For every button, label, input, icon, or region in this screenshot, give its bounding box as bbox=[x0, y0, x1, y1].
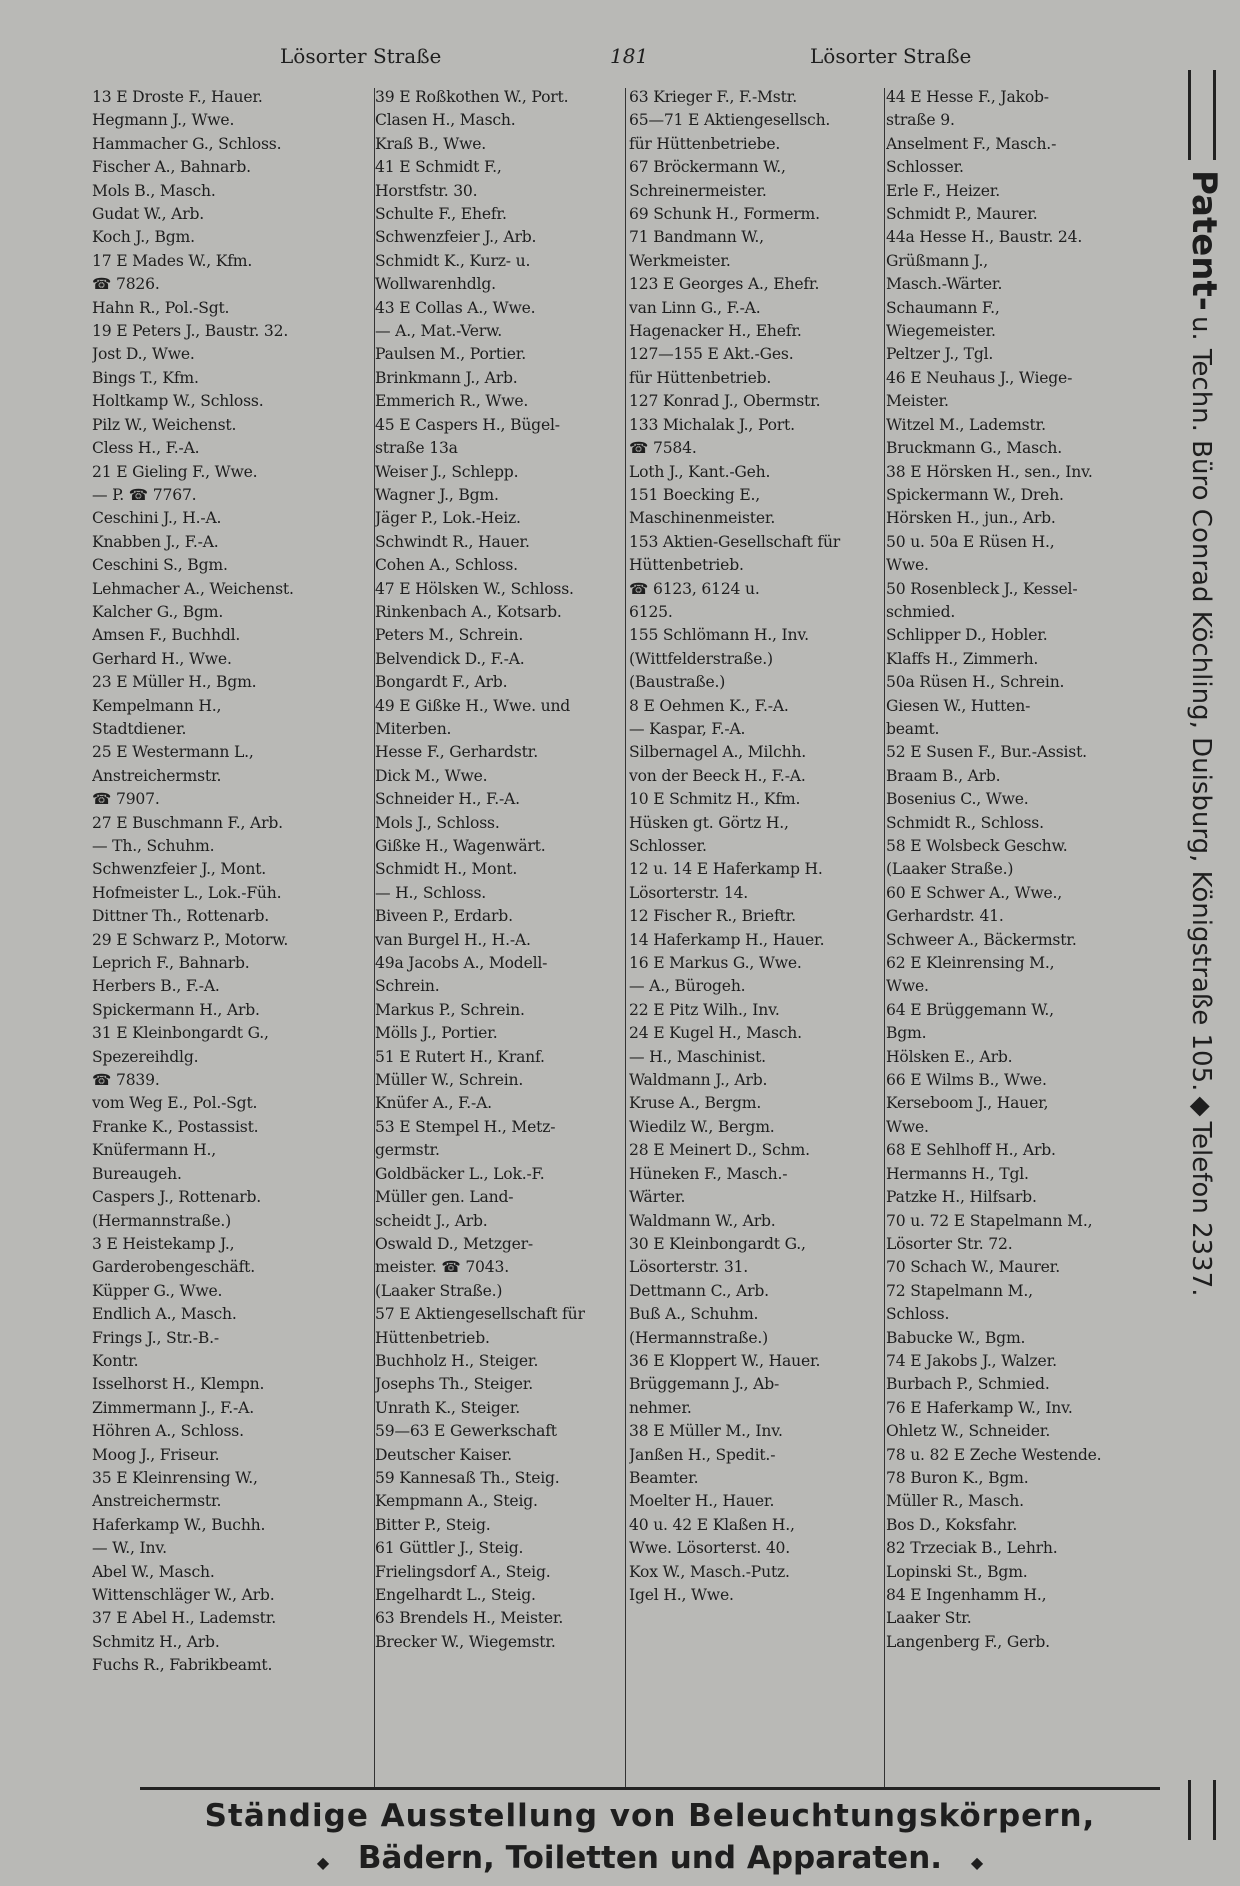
directory-entry: 24 E Kugel H., Masch. bbox=[629, 1024, 802, 1043]
directory-entry: Wwe. bbox=[886, 556, 929, 575]
directory-entry: Wiedilz W., Bergm. bbox=[629, 1117, 775, 1136]
directory-entry: 16 E Markus G., Wwe. bbox=[629, 954, 802, 973]
directory-entry: Hammacher G., Schloss. bbox=[92, 134, 282, 153]
directory-entry: Ceschini J., H.-A. bbox=[92, 509, 222, 528]
directory-entry: Patzke H., Hilfsarb. bbox=[886, 1188, 1037, 1207]
footer-advertisement bbox=[140, 1796, 1160, 1885]
directory-column-4 bbox=[886, 86, 1152, 1786]
directory-entry: Schrein. bbox=[375, 977, 440, 996]
directory-entry: Weiser J., Schlepp. bbox=[375, 462, 519, 481]
directory-entry: Grüßmann J., bbox=[886, 251, 989, 270]
directory-entry: 70 u. 72 E Stapelmann M., bbox=[886, 1211, 1093, 1230]
directory-entry: für Hüttenbetriebe. bbox=[629, 134, 781, 153]
directory-entry: Wärter. bbox=[629, 1188, 686, 1207]
directory-entry: 44 E Hesse F., Jakob- bbox=[886, 88, 1049, 106]
directory-entry: Fischer A., Bahnarb. bbox=[92, 158, 251, 177]
directory-entry: Buchholz H., Steiger. bbox=[375, 1351, 539, 1370]
directory-entry: ☎ 7584. bbox=[629, 439, 697, 458]
directory-entry: Amsen F., Buchhdl. bbox=[92, 626, 241, 645]
directory-entry: Meister. bbox=[886, 392, 949, 411]
directory-entry: Hegmann J., Wwe. bbox=[92, 111, 235, 130]
directory-entry: 78 u. 82 E Zeche Westende. bbox=[886, 1445, 1102, 1464]
directory-entry: 43 E Collas A., Wwe. bbox=[375, 298, 536, 317]
directory-entry: Müller W., Schrein. bbox=[375, 1071, 524, 1090]
directory-entry: 25 E Westermann L., bbox=[92, 743, 254, 762]
directory-entry: Werkmeister. bbox=[629, 251, 731, 270]
directory-entry: 78 Buron K., Bgm. bbox=[886, 1468, 1029, 1487]
directory-entry: Bosenius C., Wwe. bbox=[886, 790, 1029, 809]
directory-entry: Hüttenbetrieb. bbox=[629, 556, 744, 575]
directory-entry: Witzel M., Lademstr. bbox=[886, 415, 1046, 434]
directory-entry: 151 Boecking E., bbox=[629, 485, 761, 504]
directory-entry: Brinkmann J., Arb. bbox=[375, 368, 518, 387]
directory-entry: 155 Schlömann H., Inv. bbox=[629, 626, 809, 645]
directory-entry: Knabben J., F.-A. bbox=[92, 532, 219, 551]
directory-entry: Kruse A., Bergm. bbox=[629, 1094, 762, 1113]
directory-entry: (Hermannstraße.) bbox=[629, 1328, 769, 1347]
directory-entry: Hüttenbetrieb. bbox=[375, 1328, 490, 1347]
directory-entry: 50 u. 50a E Rüsen H., bbox=[886, 532, 1055, 551]
footer-line-2: Bädern, Toiletten und Apparaten. bbox=[357, 1840, 943, 1876]
directory-entry: Schreinermeister. bbox=[629, 181, 767, 200]
directory-entry: 53 E Stempel H., Metz- bbox=[375, 1117, 556, 1136]
directory-entry: 36 E Kloppert W., Hauer. bbox=[629, 1351, 821, 1370]
directory-entry: Gißke H., Wagenwärt. bbox=[375, 837, 546, 855]
directory-entry: ☎ 7839. bbox=[92, 1071, 160, 1090]
directory-entry: Knüfermann H., bbox=[92, 1141, 217, 1160]
directory-entry: Schlosser. bbox=[629, 837, 707, 855]
directory-entry: Clasen H., Masch. bbox=[375, 111, 516, 130]
directory-entry: 133 Michalak J., Port. bbox=[629, 415, 795, 434]
directory-entry: Lösorter Str. 72. bbox=[886, 1234, 1013, 1253]
directory-entry: Bings T., Kfm. bbox=[92, 368, 199, 387]
directory-entry: Goldbäcker L., Lok.-F. bbox=[375, 1164, 545, 1183]
directory-entry: 61 Güttler J., Steig. bbox=[375, 1539, 524, 1558]
directory-entry: van Burgel H., H.-A. bbox=[375, 930, 531, 949]
directory-entry: Cohen A., Schloss. bbox=[375, 556, 518, 575]
running-head bbox=[90, 44, 1140, 76]
directory-entry: Spickermann H., Arb. bbox=[92, 1000, 260, 1019]
directory-entry: Gerhardstr. 41. bbox=[886, 907, 1004, 926]
directory-entry: Wagner J., Bgm. bbox=[375, 485, 499, 504]
directory-entry: Wwe. bbox=[886, 1117, 929, 1136]
directory-entry: 21 E Gieling F., Wwe. bbox=[92, 462, 258, 481]
directory-entry: 28 E Meinert D., Schm. bbox=[629, 1141, 810, 1160]
directory-entry: Paulsen M., Portier. bbox=[375, 345, 527, 364]
directory-entry: 60 E Schwer A., Wwe., bbox=[886, 883, 1063, 902]
directory-entry: Schwindt R., Hauer. bbox=[375, 532, 530, 551]
directory-entry: 6125. bbox=[629, 602, 673, 621]
directory-entry: schmied. bbox=[886, 602, 956, 621]
directory-entry: 39 E Roßkothen W., Port. bbox=[375, 88, 569, 106]
directory-entry: 37 E Abel H., Lademstr. bbox=[92, 1609, 277, 1628]
directory-entry: Wwe. bbox=[886, 977, 929, 996]
sidebar-rule bbox=[1188, 70, 1216, 160]
directory-entry: Anstreichermstr. bbox=[92, 766, 222, 785]
directory-entry: Peters M., Schrein. bbox=[375, 626, 524, 645]
footer-line-1: Ständige Ausstellung von Beleuchtungskörpern, bbox=[204, 1798, 1096, 1834]
directory-entry: Kontr. bbox=[92, 1351, 139, 1370]
directory-entry: Engelhardt L., Steig. bbox=[375, 1586, 536, 1604]
directory-entry: Endlich A., Masch. bbox=[92, 1305, 237, 1324]
directory-entry: 38 E Hörsken H., sen., Inv. bbox=[886, 462, 1093, 481]
directory-entry: 74 E Jakobs J., Walzer. bbox=[886, 1351, 1057, 1370]
directory-entry: Schaumann F., bbox=[886, 298, 1000, 317]
directory-entry: Maschinenmeister. bbox=[629, 509, 776, 528]
directory-entry: 52 E Susen F., Bur.-Assist. bbox=[886, 743, 1087, 762]
directory-entry: Fuchs R., Fabrikbeamt. bbox=[92, 1656, 273, 1675]
directory-entry: Brüggemann J., Ab- bbox=[629, 1375, 780, 1394]
directory-entry: Schlipper D., Hobler. bbox=[886, 626, 1048, 645]
directory-entry: Kerseboom J., Hauer, bbox=[886, 1094, 1049, 1113]
directory-entry: Babucke W., Bgm. bbox=[886, 1328, 1026, 1347]
directory-entry: — H., Maschinist. bbox=[629, 1047, 766, 1066]
sidebar-brand: Patent- bbox=[1184, 170, 1224, 311]
directory-entry: Schulte F., Ehefr. bbox=[375, 205, 507, 224]
directory-entry: 46 E Neuhaus J., Wiege- bbox=[886, 368, 1073, 387]
directory-entry: Moelter H., Hauer. bbox=[629, 1492, 775, 1511]
directory-entry: Braam B., Arb. bbox=[886, 766, 1001, 785]
directory-entry: — A., Mat.-Verw. bbox=[375, 322, 503, 341]
directory-entry: 76 E Haferkamp W., Inv. bbox=[886, 1398, 1073, 1417]
directory-entry: Emmerich R., Wwe. bbox=[375, 392, 529, 411]
directory-entry: 19 E Peters J., Baustr. 32. bbox=[92, 322, 289, 341]
sidebar-address: u. Techn. Büro Conrad Köchling, Duisburg, Königstraße 105. bbox=[1186, 315, 1216, 1092]
directory-entry: — Th., Schuhm. bbox=[92, 837, 215, 855]
footer-line-2-wrapper bbox=[140, 1836, 1160, 1885]
directory-entry: Janßen H., Spedit.- bbox=[629, 1445, 776, 1464]
directory-entry: 31 E Kleinbongardt G., bbox=[92, 1024, 269, 1043]
directory-entry: Buß A., Schuhm. bbox=[629, 1305, 759, 1324]
directory-entry: Gudat W., Arb. bbox=[92, 205, 205, 224]
directory-entry: für Hüttenbetrieb. bbox=[629, 368, 772, 387]
directory-entry: Cless H., F.-A. bbox=[92, 439, 200, 458]
directory-entry: Schweer A., Bäckermstr. bbox=[886, 930, 1077, 949]
directory-entry: Masch.-Wärter. bbox=[886, 275, 1003, 294]
directory-entry: 17 E Mades W., Kfm. bbox=[92, 251, 253, 270]
directory-entry: Hörsken H., jun., Arb. bbox=[886, 509, 1056, 528]
directory-entry: 59—63 E Gewerkschaft bbox=[375, 1422, 557, 1441]
ornament-left: ◆ bbox=[316, 1853, 330, 1872]
directory-entry: Hüneken F., Masch.- bbox=[629, 1164, 788, 1183]
directory-entry: Mols B., Masch. bbox=[92, 181, 216, 200]
directory-column-1 bbox=[92, 86, 372, 1786]
directory-entry: meister. ☎ 7043. bbox=[375, 1258, 509, 1277]
directory-entry: Schwenzfeier J., Arb. bbox=[375, 228, 537, 247]
footer-rule bbox=[140, 1787, 1160, 1790]
directory-entry: Wollwarenhdlg. bbox=[375, 275, 496, 294]
directory-entry: Kempmann A., Steig. bbox=[375, 1492, 538, 1511]
directory-entry: 45 E Caspers H., Bügel- bbox=[375, 415, 560, 434]
directory-entry: 123 E Georges A., Ehefr. bbox=[629, 275, 820, 294]
ornament-right: ◆ bbox=[970, 1853, 984, 1872]
directory-entry: scheidt J., Arb. bbox=[375, 1211, 488, 1230]
directory-entry: Giesen W., Hutten- bbox=[886, 696, 1031, 715]
directory-entry: 12 u. 14 E Haferkamp H. bbox=[629, 860, 823, 879]
directory-entry: Mölls J., Portier. bbox=[375, 1024, 498, 1043]
directory-entry: Lösorterstr. 14. bbox=[629, 883, 749, 902]
directory-entry: Bongardt F., Arb. bbox=[375, 673, 508, 692]
directory-entry: 29 E Schwarz P., Motorw. bbox=[92, 930, 289, 949]
directory-entry: Schneider H., F.-A. bbox=[375, 790, 520, 809]
directory-entry: 63 Krieger F., F.-Mstr. bbox=[629, 88, 797, 106]
directory-entry: Koch J., Bgm. bbox=[92, 228, 195, 247]
directory-entry: Igel H., Wwe. bbox=[629, 1586, 734, 1604]
directory-entry: 153 Aktien-Gesellschaft für bbox=[629, 532, 841, 551]
directory-entry: 14 Haferkamp H., Hauer. bbox=[629, 930, 825, 949]
directory-entry: 49a Jacobs A., Modell- bbox=[375, 954, 548, 973]
directory-entry: Bureaugeh. bbox=[92, 1164, 182, 1183]
directory-entry: Unrath K., Steiger. bbox=[375, 1398, 520, 1417]
directory-entry: Leprich F., Bahnarb. bbox=[92, 954, 250, 973]
directory-entry: Wittenschläger W., Arb. bbox=[92, 1586, 275, 1604]
directory-entry: ☎ 7826. bbox=[92, 275, 160, 294]
directory-entry: Zimmermann J., F.-A. bbox=[92, 1398, 254, 1417]
directory-entry: Holtkamp W., Schloss. bbox=[92, 392, 264, 411]
directory-entry: Deutscher Kaiser. bbox=[375, 1445, 512, 1464]
directory-entry: Dick M., Wwe. bbox=[375, 766, 488, 785]
directory-entry: 23 E Müller H., Bgm. bbox=[92, 673, 257, 692]
directory-entry: (Laaker Straße.) bbox=[375, 1281, 503, 1300]
directory-entry: Jäger P., Lok.-Heiz. bbox=[375, 509, 521, 528]
directory-entry: van Linn G., F.-A. bbox=[629, 298, 761, 317]
directory-entry: Garderobengeschäft. bbox=[92, 1258, 255, 1277]
directory-entry: Belvendick D., F.-A. bbox=[375, 649, 525, 668]
directory-entry: Hagenacker H., Ehefr. bbox=[629, 322, 802, 341]
directory-entry: 10 E Schmitz H., Kfm. bbox=[629, 790, 801, 809]
sidebar-ad-text bbox=[1174, 170, 1224, 1770]
directory-entry: Schloss. bbox=[886, 1305, 950, 1324]
directory-entry: Isselhorst H., Klempn. bbox=[92, 1375, 265, 1394]
directory-entry: Anstreichermstr. bbox=[92, 1492, 222, 1511]
directory-entry: Dettmann C., Arb. bbox=[629, 1281, 769, 1300]
directory-entry: 50 Rosenbleck J., Kessel- bbox=[886, 579, 1078, 598]
directory-entry: Knüfer A., F.-A. bbox=[375, 1094, 492, 1113]
directory-entry: straße 9. bbox=[886, 111, 955, 130]
directory-entry: Ohletz W., Schneider. bbox=[886, 1422, 1051, 1441]
directory-entry: ☎ 6123, 6124 u. bbox=[629, 579, 760, 598]
directory-entry: Bgm. bbox=[886, 1024, 927, 1043]
directory-entry: 12 Fischer R., Brieftr. bbox=[629, 907, 796, 926]
directory-entry: 63 Brendels H., Meister. bbox=[375, 1609, 564, 1628]
directory-entry: Kempelmann H., bbox=[92, 696, 222, 715]
directory-entry: Spickermann W., Dreh. bbox=[886, 485, 1064, 504]
directory-entry: Kalcher G., Bgm. bbox=[92, 602, 224, 621]
directory-entry: Moog J., Friseur. bbox=[92, 1445, 220, 1464]
directory-entry: Küpper G., Wwe. bbox=[92, 1281, 223, 1300]
directory-entry: Kraß B., Wwe. bbox=[375, 134, 487, 153]
sidebar-separator: ◆ bbox=[1186, 1096, 1216, 1117]
directory-entry: Kox W., Masch.-Putz. bbox=[629, 1562, 790, 1581]
directory-entry: Horstfstr. 30. bbox=[375, 181, 478, 200]
directory-entry: Dittner Th., Rottenarb. bbox=[92, 907, 270, 926]
directory-entry: 13 E Droste F., Hauer. bbox=[92, 88, 263, 106]
directory-entry: 62 E Kleinrensing M., bbox=[886, 954, 1055, 973]
directory-entry: 64 E Brüggemann W., bbox=[886, 1000, 1054, 1019]
directory-entry: Bruckmann G., Masch. bbox=[886, 439, 1063, 458]
directory-entry: Caspers J., Rottenarb. bbox=[92, 1188, 261, 1207]
directory-entry: 3 E Heistekamp J., bbox=[92, 1234, 235, 1253]
directory-entry: 58 E Wolsbeck Geschw. bbox=[886, 837, 1068, 855]
directory-entry: Schmidt K., Kurz- u. bbox=[375, 251, 531, 270]
page-number: 181 bbox=[610, 44, 649, 68]
directory-entry: 30 E Kleinbongardt G., bbox=[629, 1234, 806, 1253]
header-street-left: Lösorter Straße bbox=[280, 44, 442, 68]
directory-entry: 72 Stapelmann M., bbox=[886, 1281, 1033, 1300]
directory-entry: 35 E Kleinrensing W., bbox=[92, 1468, 258, 1487]
directory-entry: 40 u. 42 E Klaßen H., bbox=[629, 1515, 795, 1534]
directory-entry: — P. ☎ 7767. bbox=[92, 485, 197, 504]
directory-entry: Anselment F., Masch.- bbox=[886, 134, 1057, 153]
directory-entry: 71 Bandmann W., bbox=[629, 228, 764, 247]
directory-entry: 66 E Wilms B., Wwe. bbox=[886, 1071, 1047, 1090]
directory-entry: Hermanns H., Tgl. bbox=[886, 1164, 1029, 1183]
directory-entry: germstr. bbox=[375, 1141, 440, 1160]
directory-entry: Biveen P., Erdarb. bbox=[375, 907, 513, 926]
directory-entry: 127—155 E Akt.-Ges. bbox=[629, 345, 794, 364]
directory-entry: (Baustraße.) bbox=[629, 673, 726, 692]
directory-entry: Rinkenbach A., Kotsarb. bbox=[375, 602, 562, 621]
directory-entry: Stadtdiener. bbox=[92, 719, 187, 738]
directory-entry: Markus P., Schrein. bbox=[375, 1000, 525, 1019]
directory-entry: straße 13a bbox=[375, 439, 458, 458]
directory-entry: Peltzer J., Tgl. bbox=[886, 345, 994, 364]
directory-entry: nehmer. bbox=[629, 1398, 692, 1417]
directory-entry: Hesse F., Gerhardstr. bbox=[375, 743, 538, 762]
directory-entry: Frielingsdorf A., Steig. bbox=[375, 1562, 551, 1581]
directory-entry: Lopinski St., Bgm. bbox=[886, 1562, 1028, 1581]
directory-entry: vom Weg E., Pol.-Sgt. bbox=[92, 1094, 258, 1113]
directory-entry: von der Beeck H., F.-A. bbox=[629, 766, 806, 785]
directory-entry: 57 E Aktiengesellschaft für bbox=[375, 1305, 585, 1324]
directory-entry: Wiegemeister. bbox=[886, 322, 996, 341]
directory-entry: Müller gen. Land- bbox=[375, 1188, 514, 1207]
directory-entry: Müller R., Masch. bbox=[886, 1492, 1024, 1511]
directory-entry: 127 Konrad J., Obermstr. bbox=[629, 392, 821, 411]
advertisement-sidebar bbox=[1160, 60, 1240, 1810]
directory-columns bbox=[92, 86, 1152, 1786]
directory-entry: Herbers B., F.-A. bbox=[92, 977, 220, 996]
directory-entry: Jost D., Wwe. bbox=[92, 345, 195, 364]
directory-entry: 8 E Oehmen K., F.-A. bbox=[629, 696, 789, 715]
directory-column-2 bbox=[375, 86, 625, 1786]
directory-entry: 84 E Ingenhamm H., bbox=[886, 1586, 1047, 1604]
directory-entry: Schmitz H., Arb. bbox=[92, 1632, 220, 1651]
directory-entry: Hölsken E., Arb. bbox=[886, 1047, 1013, 1066]
directory-entry: Wwe. Lösorterst. 40. bbox=[629, 1539, 791, 1558]
directory-entry: Hofmeister L., Lok.-Füh. bbox=[92, 883, 282, 902]
directory-entry: 47 E Hölsken W., Schloss. bbox=[375, 579, 574, 598]
directory-entry: Höhren A., Schloss. bbox=[92, 1422, 244, 1441]
directory-entry: Miterben. bbox=[375, 719, 452, 738]
directory-entry: Oswald D., Metzger- bbox=[375, 1234, 533, 1253]
directory-entry: Laaker Str. bbox=[886, 1609, 972, 1628]
header-street-right: Lösorter Straße bbox=[810, 44, 972, 68]
directory-entry: Franke K., Postassist. bbox=[92, 1117, 259, 1136]
directory-entry: Spezereihdlg. bbox=[92, 1047, 199, 1066]
directory-entry: Silbernagel A., Milchh. bbox=[629, 743, 807, 762]
directory-entry: — H., Schloss. bbox=[375, 883, 487, 902]
directory-entry: Loth J., Kant.-Geh. bbox=[629, 462, 771, 481]
directory-entry: Waldmann J., Arb. bbox=[629, 1071, 768, 1090]
directory-entry: beamt. bbox=[886, 719, 940, 738]
directory-entry: Lösorterstr. 31. bbox=[629, 1258, 749, 1277]
directory-entry: (Wittfelderstraße.) bbox=[629, 649, 773, 668]
directory-entry: Erle F., Heizer. bbox=[886, 181, 1001, 200]
directory-entry: 69 Schunk H., Formerm. bbox=[629, 205, 820, 224]
directory-entry: 82 Trzeciak B., Lehrh. bbox=[886, 1539, 1058, 1558]
directory-entry: — W., Inv. bbox=[92, 1539, 167, 1558]
directory-entry: Schmidt P., Maurer. bbox=[886, 205, 1038, 224]
directory-entry: Abel W., Masch. bbox=[92, 1562, 215, 1581]
directory-entry: Schwenzfeier J., Mont. bbox=[92, 860, 267, 879]
directory-entry: Lehmacher A., Weichenst. bbox=[92, 579, 294, 598]
directory-entry: 70 Schach W., Maurer. bbox=[886, 1258, 1060, 1277]
directory-entry: Haferkamp W., Buchh. bbox=[92, 1515, 266, 1534]
directory-entry: (Hermannstraße.) bbox=[92, 1211, 232, 1230]
directory-entry: Bos D., Koksfahr. bbox=[886, 1515, 1018, 1534]
directory-entry: (Laaker Straße.) bbox=[886, 860, 1014, 879]
directory-entry: Burbach P., Schmied. bbox=[886, 1375, 1050, 1394]
directory-entry: 41 E Schmidt F., bbox=[375, 158, 502, 177]
directory-entry: Schmidt H., Mont. bbox=[375, 860, 518, 879]
directory-entry: Brecker W., Wiegemstr. bbox=[375, 1632, 556, 1651]
directory-entry: Josephs Th., Steiger. bbox=[375, 1375, 534, 1394]
directory-entry: 49 E Gißke H., Wwe. und bbox=[375, 696, 571, 715]
directory-entry: 27 E Buschmann F., Arb. bbox=[92, 813, 283, 832]
sidebar-phone: Telefon 2337. bbox=[1186, 1121, 1216, 1297]
directory-entry: 51 E Rutert H., Kranf. bbox=[375, 1047, 545, 1066]
directory-entry: 65—71 E Aktiengesellsch. bbox=[629, 111, 831, 130]
directory-entry: Schmidt R., Schloss. bbox=[886, 813, 1044, 832]
directory-entry: Ceschini S., Bgm. bbox=[92, 556, 228, 575]
directory-entry: Hüsken gt. Görtz H., bbox=[629, 813, 789, 832]
directory-entry: 50a Rüsen H., Schrein. bbox=[886, 673, 1065, 692]
directory-entry: 59 Kannesaß Th., Steig. bbox=[375, 1468, 560, 1487]
directory-entry: — Kaspar, F.-A. bbox=[629, 719, 746, 738]
directory-entry: Frings J., Str.-B.- bbox=[92, 1328, 219, 1347]
directory-entry: 67 Bröckermann W., bbox=[629, 158, 786, 177]
directory-entry: 38 E Müller M., Inv. bbox=[629, 1422, 783, 1441]
directory-entry: 44a Hesse H., Baustr. 24. bbox=[886, 228, 1083, 247]
directory-entry: Hahn R., Pol.-Sgt. bbox=[92, 298, 230, 317]
directory-entry: Schlosser. bbox=[886, 158, 964, 177]
directory-entry: Waldmann W., Arb. bbox=[629, 1211, 776, 1230]
directory-entry: 68 E Sehlhoff H., Arb. bbox=[886, 1141, 1056, 1160]
directory-entry: ☎ 7907. bbox=[92, 790, 160, 809]
directory-entry: 22 E Pitz Wilh., Inv. bbox=[629, 1000, 780, 1019]
sidebar-rule bbox=[1188, 1780, 1216, 1840]
directory-entry: Pilz W., Weichenst. bbox=[92, 415, 237, 434]
directory-entry: Bitter P., Steig. bbox=[375, 1515, 491, 1534]
directory-entry: Beamter. bbox=[629, 1468, 699, 1487]
directory-entry: — A., Bürogeh. bbox=[629, 977, 746, 996]
directory-entry: Langenberg F., Gerb. bbox=[886, 1632, 1050, 1651]
directory-entry: Gerhard H., Wwe. bbox=[92, 649, 232, 668]
directory-entry: Mols J., Schloss. bbox=[375, 813, 500, 832]
directory-entry: Klaffs H., Zimmerh. bbox=[886, 649, 1039, 668]
directory-column-3 bbox=[629, 86, 882, 1786]
